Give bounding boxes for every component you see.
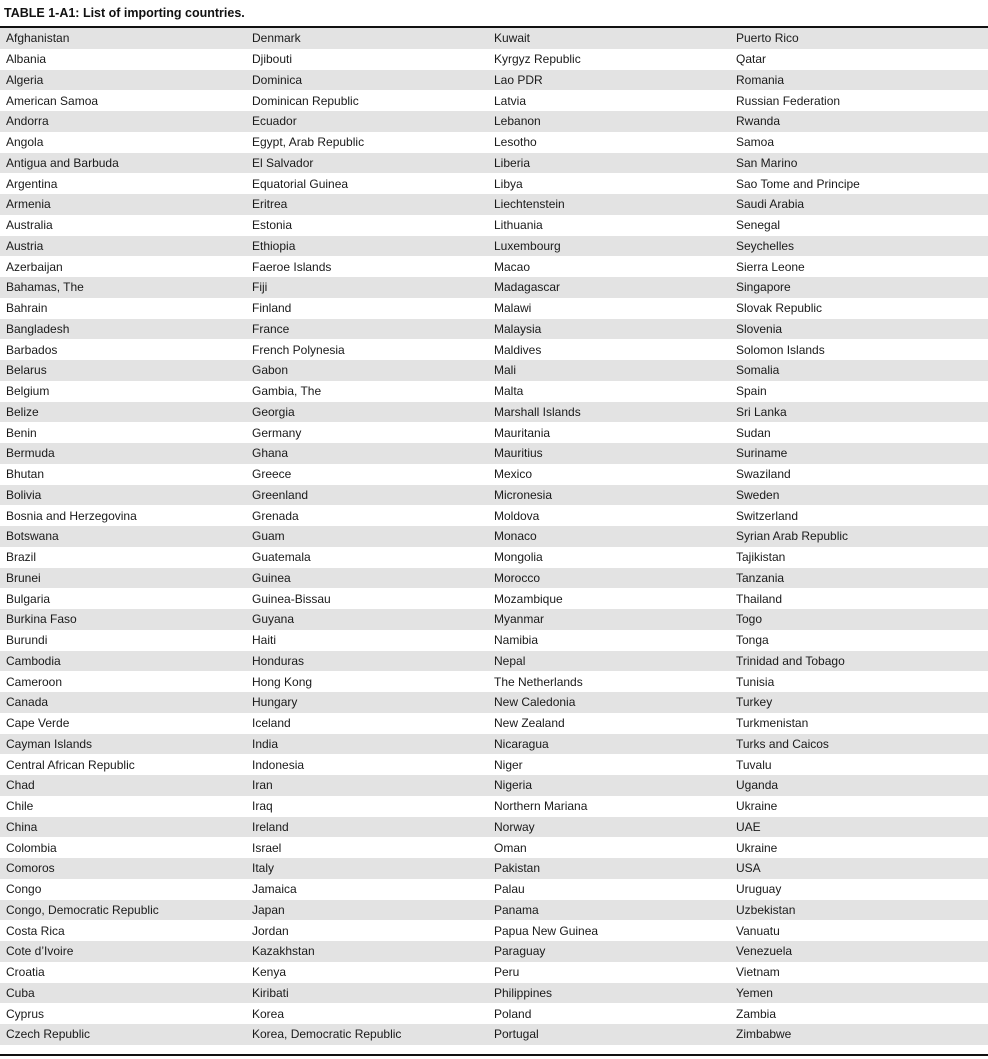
table-row <box>0 671 988 692</box>
country-cell: Chile <box>0 796 246 817</box>
country-cell: Saudi Arabia <box>730 194 988 215</box>
country-cell: Korea, Democratic Republic <box>246 1024 488 1045</box>
country-cell: Czech Republic <box>0 1024 246 1045</box>
country-cell: Brazil <box>0 547 246 568</box>
table-caption <box>0 0 988 26</box>
country-cell: Zimbabwe <box>730 1024 988 1045</box>
country-cell: Equatorial Guinea <box>246 173 488 194</box>
country-cell: Luxembourg <box>488 236 730 257</box>
country-cell: Grenada <box>246 505 488 526</box>
table-row <box>0 941 988 962</box>
country-cell: Poland <box>488 1003 730 1024</box>
table-row <box>0 402 988 423</box>
country-cell: Vanuatu <box>730 920 988 941</box>
table-row <box>0 319 988 340</box>
country-cell: Afghanistan <box>0 28 246 49</box>
table-row <box>0 1003 988 1024</box>
country-cell: Honduras <box>246 651 488 672</box>
table-row <box>0 360 988 381</box>
country-cell: Hong Kong <box>246 671 488 692</box>
country-cell: France <box>246 319 488 340</box>
country-cell: Israel <box>246 837 488 858</box>
country-cell: Panama <box>488 900 730 921</box>
country-cell: Qatar <box>730 49 988 70</box>
country-cell: Syrian Arab Republic <box>730 526 988 547</box>
country-cell: Antigua and Barbuda <box>0 153 246 174</box>
country-cell: Bhutan <box>0 464 246 485</box>
importing-countries-table <box>0 28 988 1045</box>
country-cell: Gambia, The <box>246 381 488 402</box>
country-cell: Djibouti <box>246 49 488 70</box>
country-cell: Australia <box>0 215 246 236</box>
country-cell: New Zealand <box>488 713 730 734</box>
table-bottom-rule <box>0 1054 988 1056</box>
country-cell: Sweden <box>730 485 988 506</box>
country-cell: Togo <box>730 609 988 630</box>
country-cell: Tuvalu <box>730 754 988 775</box>
country-cell: Nigeria <box>488 775 730 796</box>
table-row <box>0 28 988 49</box>
country-cell: Benin <box>0 422 246 443</box>
table-body <box>0 28 988 1045</box>
country-cell: Solomon Islands <box>730 339 988 360</box>
country-cell: Bermuda <box>0 443 246 464</box>
country-cell: Uganda <box>730 775 988 796</box>
country-cell: Burundi <box>0 630 246 651</box>
table-row <box>0 173 988 194</box>
country-cell: Liberia <box>488 153 730 174</box>
country-cell: Spain <box>730 381 988 402</box>
country-cell: Sri Lanka <box>730 402 988 423</box>
country-cell: Costa Rica <box>0 920 246 941</box>
country-cell: Portugal <box>488 1024 730 1045</box>
country-cell: Jamaica <box>246 879 488 900</box>
country-cell: Venezuela <box>730 941 988 962</box>
country-cell: Burkina Faso <box>0 609 246 630</box>
country-cell: Mexico <box>488 464 730 485</box>
country-cell: Cote d’Ivoire <box>0 941 246 962</box>
country-cell: Sierra Leone <box>730 256 988 277</box>
country-cell: Moldova <box>488 505 730 526</box>
table-row <box>0 609 988 630</box>
country-cell: Hungary <box>246 692 488 713</box>
country-cell: Papua New Guinea <box>488 920 730 941</box>
country-cell: Lao PDR <box>488 70 730 91</box>
country-cell: Congo <box>0 879 246 900</box>
table-row <box>0 630 988 651</box>
table-row <box>0 49 988 70</box>
country-cell: India <box>246 734 488 755</box>
country-cell: Senegal <box>730 215 988 236</box>
country-cell: The Netherlands <box>488 671 730 692</box>
country-cell: Guatemala <box>246 547 488 568</box>
table-row <box>0 485 988 506</box>
country-cell: Colombia <box>0 837 246 858</box>
country-cell: New Caledonia <box>488 692 730 713</box>
country-cell: Kyrgyz Republic <box>488 49 730 70</box>
country-cell: Lithuania <box>488 215 730 236</box>
country-cell: Bahrain <box>0 298 246 319</box>
country-cell: Estonia <box>246 215 488 236</box>
country-cell: Kiribati <box>246 983 488 1004</box>
table-row <box>0 298 988 319</box>
country-cell: Ukraine <box>730 796 988 817</box>
country-cell: Azerbaijan <box>0 256 246 277</box>
country-cell: Guam <box>246 526 488 547</box>
table-row <box>0 796 988 817</box>
country-cell: Seychelles <box>730 236 988 257</box>
country-cell: Mauritania <box>488 422 730 443</box>
table-row <box>0 215 988 236</box>
country-cell: Belarus <box>0 360 246 381</box>
country-cell: Ghana <box>246 443 488 464</box>
country-cell: Ethiopia <box>246 236 488 257</box>
table-row <box>0 90 988 111</box>
country-cell: Niger <box>488 754 730 775</box>
country-cell: Guinea <box>246 568 488 589</box>
country-cell: Belize <box>0 402 246 423</box>
country-cell: Iceland <box>246 713 488 734</box>
country-cell: Fiji <box>246 277 488 298</box>
country-cell: El Salvador <box>246 153 488 174</box>
country-cell: Macao <box>488 256 730 277</box>
country-cell: Mongolia <box>488 547 730 568</box>
country-cell: Austria <box>0 236 246 257</box>
country-cell: Belgium <box>0 381 246 402</box>
country-cell: Barbados <box>0 339 246 360</box>
table-row <box>0 568 988 589</box>
country-cell: Vietnam <box>730 962 988 983</box>
country-cell: Faeroe Islands <box>246 256 488 277</box>
table-caption-label: TABLE 1-A1: <box>4 6 80 20</box>
country-cell: Uzbekistan <box>730 900 988 921</box>
table-row <box>0 754 988 775</box>
table-row <box>0 775 988 796</box>
country-cell: Thailand <box>730 588 988 609</box>
table-row <box>0 526 988 547</box>
country-cell: Russian Federation <box>730 90 988 111</box>
country-cell: Angola <box>0 132 246 153</box>
country-cell: Gabon <box>246 360 488 381</box>
table-caption-text: List of importing countries. <box>79 6 245 20</box>
table-row <box>0 858 988 879</box>
country-cell: Bosnia and Herzegovina <box>0 505 246 526</box>
country-cell: Myanmar <box>488 609 730 630</box>
country-cell: Germany <box>246 422 488 443</box>
country-cell: Namibia <box>488 630 730 651</box>
country-cell: Bahamas, The <box>0 277 246 298</box>
table-row <box>0 505 988 526</box>
country-cell: Kazakhstan <box>246 941 488 962</box>
country-cell: Malaysia <box>488 319 730 340</box>
country-cell: Bolivia <box>0 485 246 506</box>
country-cell: Dominica <box>246 70 488 91</box>
table-row <box>0 837 988 858</box>
country-cell: Nepal <box>488 651 730 672</box>
country-cell: Brunei <box>0 568 246 589</box>
country-cell: Dominican Republic <box>246 90 488 111</box>
country-cell: Cuba <box>0 983 246 1004</box>
country-cell: Tanzania <box>730 568 988 589</box>
table-row <box>0 547 988 568</box>
country-cell: Lebanon <box>488 111 730 132</box>
country-cell: Slovak Republic <box>730 298 988 319</box>
country-cell: Mauritius <box>488 443 730 464</box>
country-cell: Latvia <box>488 90 730 111</box>
table-row <box>0 70 988 91</box>
country-cell: Cameroon <box>0 671 246 692</box>
country-cell: Cayman Islands <box>0 734 246 755</box>
country-cell: Georgia <box>246 402 488 423</box>
country-cell: Switzerland <box>730 505 988 526</box>
country-cell: Guinea-Bissau <box>246 588 488 609</box>
table-row <box>0 588 988 609</box>
country-cell: Japan <box>246 900 488 921</box>
country-cell: Argentina <box>0 173 246 194</box>
table-row <box>0 381 988 402</box>
table-row <box>0 132 988 153</box>
country-cell: Denmark <box>246 28 488 49</box>
table-row <box>0 713 988 734</box>
country-cell: Monaco <box>488 526 730 547</box>
country-cell: Italy <box>246 858 488 879</box>
country-cell: Turkey <box>730 692 988 713</box>
table-row <box>0 692 988 713</box>
country-cell: Peru <box>488 962 730 983</box>
country-cell: Libya <box>488 173 730 194</box>
country-cell: Bulgaria <box>0 588 246 609</box>
country-cell: Somalia <box>730 360 988 381</box>
country-cell: Tonga <box>730 630 988 651</box>
country-cell: Rwanda <box>730 111 988 132</box>
country-cell: Liechtenstein <box>488 194 730 215</box>
country-cell: Chad <box>0 775 246 796</box>
country-cell: French Polynesia <box>246 339 488 360</box>
country-cell: Croatia <box>0 962 246 983</box>
country-cell: Greece <box>246 464 488 485</box>
table-row <box>0 734 988 755</box>
country-cell: Haiti <box>246 630 488 651</box>
country-cell: Turks and Caicos <box>730 734 988 755</box>
country-cell: Central African Republic <box>0 754 246 775</box>
table-row <box>0 1024 988 1045</box>
table-row <box>0 879 988 900</box>
country-cell: Paraguay <box>488 941 730 962</box>
table-row <box>0 277 988 298</box>
country-cell: Comoros <box>0 858 246 879</box>
country-cell: Canada <box>0 692 246 713</box>
country-cell: Jordan <box>246 920 488 941</box>
country-cell: Uruguay <box>730 879 988 900</box>
table-row <box>0 422 988 443</box>
country-cell: Armenia <box>0 194 246 215</box>
country-cell: Suriname <box>730 443 988 464</box>
country-cell: Finland <box>246 298 488 319</box>
country-cell: Iraq <box>246 796 488 817</box>
country-cell: Congo, Democratic Republic <box>0 900 246 921</box>
country-cell: Korea <box>246 1003 488 1024</box>
table-row <box>0 920 988 941</box>
country-cell: Oman <box>488 837 730 858</box>
country-cell: Madagascar <box>488 277 730 298</box>
country-cell: Mali <box>488 360 730 381</box>
country-cell: Philippines <box>488 983 730 1004</box>
country-cell: Nicaragua <box>488 734 730 755</box>
country-cell: Cambodia <box>0 651 246 672</box>
country-cell: Ecuador <box>246 111 488 132</box>
country-cell: Greenland <box>246 485 488 506</box>
country-cell: Maldives <box>488 339 730 360</box>
country-cell: Guyana <box>246 609 488 630</box>
table-row <box>0 817 988 838</box>
country-cell: Marshall Islands <box>488 402 730 423</box>
country-cell: Tunisia <box>730 671 988 692</box>
country-cell: Kuwait <box>488 28 730 49</box>
country-cell: Zambia <box>730 1003 988 1024</box>
country-cell: Trinidad and Tobago <box>730 651 988 672</box>
country-cell: Cyprus <box>0 1003 246 1024</box>
country-cell: Malawi <box>488 298 730 319</box>
table-row <box>0 464 988 485</box>
country-cell: Singapore <box>730 277 988 298</box>
country-cell: Eritrea <box>246 194 488 215</box>
country-cell: Mozambique <box>488 588 730 609</box>
country-cell: Malta <box>488 381 730 402</box>
country-cell: Kenya <box>246 962 488 983</box>
country-cell: Palau <box>488 879 730 900</box>
country-cell: Indonesia <box>246 754 488 775</box>
country-cell: Micronesia <box>488 485 730 506</box>
table-row <box>0 256 988 277</box>
country-cell: Iran <box>246 775 488 796</box>
country-cell: Tajikistan <box>730 547 988 568</box>
country-cell: Sudan <box>730 422 988 443</box>
country-cell: Swaziland <box>730 464 988 485</box>
country-cell: USA <box>730 858 988 879</box>
country-cell: San Marino <box>730 153 988 174</box>
country-cell: Northern Mariana <box>488 796 730 817</box>
table-row <box>0 983 988 1004</box>
table-row <box>0 153 988 174</box>
country-cell: Morocco <box>488 568 730 589</box>
country-cell: Puerto Rico <box>730 28 988 49</box>
country-cell: Cape Verde <box>0 713 246 734</box>
country-cell: Albania <box>0 49 246 70</box>
table-row <box>0 236 988 257</box>
table-row <box>0 651 988 672</box>
country-cell: Egypt, Arab Republic <box>246 132 488 153</box>
table-row <box>0 111 988 132</box>
country-cell: UAE <box>730 817 988 838</box>
table-row <box>0 194 988 215</box>
country-cell: Slovenia <box>730 319 988 340</box>
country-cell: Lesotho <box>488 132 730 153</box>
country-cell: China <box>0 817 246 838</box>
country-cell: Yemen <box>730 983 988 1004</box>
table-row <box>0 339 988 360</box>
country-cell: Bangladesh <box>0 319 246 340</box>
country-cell: Botswana <box>0 526 246 547</box>
country-cell: Pakistan <box>488 858 730 879</box>
table-row <box>0 443 988 464</box>
country-cell: Samoa <box>730 132 988 153</box>
country-cell: Ukraine <box>730 837 988 858</box>
country-cell: Algeria <box>0 70 246 91</box>
table-row <box>0 962 988 983</box>
country-cell: Norway <box>488 817 730 838</box>
country-cell: Turkmenistan <box>730 713 988 734</box>
country-cell: Andorra <box>0 111 246 132</box>
country-cell: Sao Tome and Principe <box>730 173 988 194</box>
country-cell: Romania <box>730 70 988 91</box>
country-cell: American Samoa <box>0 90 246 111</box>
table-row <box>0 900 988 921</box>
country-cell: Ireland <box>246 817 488 838</box>
